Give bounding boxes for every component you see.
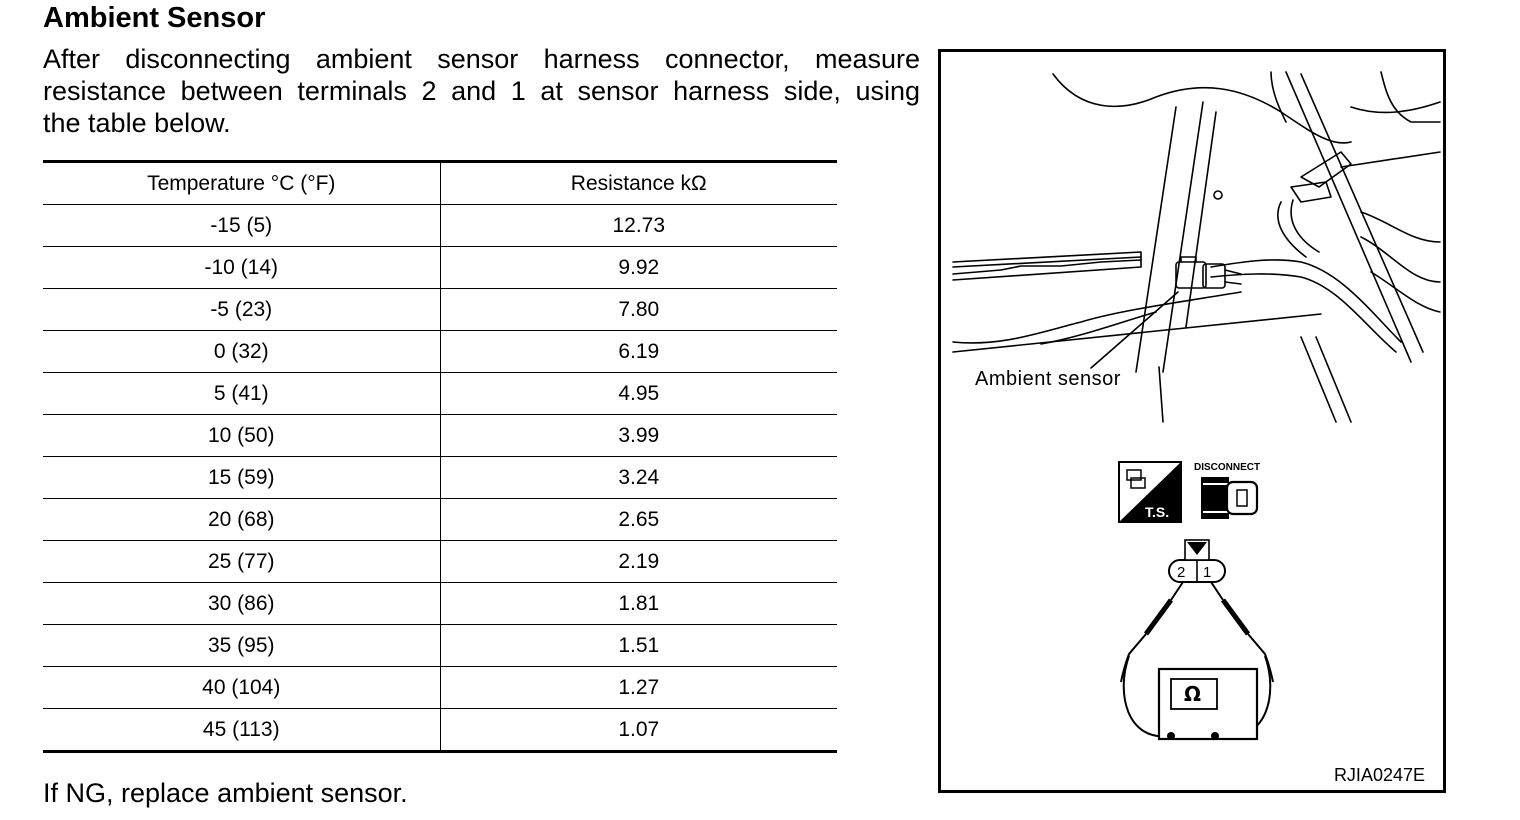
temperature-cell: -15 (5) (43, 205, 440, 247)
sensor-illustration (938, 49, 1446, 793)
temperature-cell: 35 (95) (43, 625, 440, 667)
resistance-cell: 3.99 (440, 415, 837, 457)
table-row (43, 205, 837, 247)
ohm-symbol: Ω (1184, 682, 1202, 706)
terminal-2-label: 2 (1177, 564, 1186, 581)
column-header-temperature: Temperature °C (°F) (43, 162, 440, 205)
table-header-row (43, 162, 837, 205)
figure-code: RJIA0247E (1333, 765, 1425, 785)
table-row (43, 499, 837, 541)
temperature-cell: 45 (113) (43, 709, 440, 752)
table-row (43, 247, 837, 289)
page-title: Ambient Sensor (43, 2, 266, 34)
resistance-cell: 1.81 (440, 583, 837, 625)
table-row (43, 415, 837, 457)
resistance-cell: 1.27 (440, 667, 837, 709)
table-row (43, 709, 837, 752)
ohmmeter-icon (1159, 669, 1257, 740)
vehicle-line-drawing (941, 52, 1443, 790)
ambient-sensor-callout: Ambient sensor (975, 368, 1121, 390)
tester-ts-icon (1119, 462, 1181, 522)
table-row (43, 289, 837, 331)
ts-label: T.S. (1145, 504, 1170, 520)
temperature-cell: 25 (77) (43, 541, 440, 583)
instruction-line: the table below. (43, 108, 231, 138)
resistance-table (43, 160, 837, 753)
temperature-cell: -5 (23) (43, 289, 440, 331)
resistance-cell: 3.24 (440, 457, 837, 499)
temperature-cell: 20 (68) (43, 499, 440, 541)
temperature-cell: 15 (59) (43, 457, 440, 499)
table-row (43, 667, 837, 709)
instruction-paragraph (43, 43, 920, 139)
table-row (43, 457, 837, 499)
harness-connector (1169, 540, 1225, 582)
resistance-cell: 9.92 (440, 247, 837, 289)
resistance-cell: 2.19 (440, 541, 837, 583)
resistance-cell: 2.65 (440, 499, 837, 541)
table-row (43, 625, 837, 667)
table-row (43, 331, 837, 373)
disconnect-connector-icon (1201, 477, 1257, 519)
table-row (43, 373, 837, 415)
footer-note: If NG, replace ambient sensor. (43, 778, 408, 808)
table-row (43, 541, 837, 583)
table-row (43, 583, 837, 625)
temperature-cell: 30 (86) (43, 583, 440, 625)
instruction-line: After disconnecting ambient sensor harness connector, measure (43, 44, 920, 74)
instruction-line: resistance between terminals 2 and 1 at sensor harness side, using (43, 76, 920, 106)
resistance-cell: 1.51 (440, 625, 837, 667)
temperature-cell: 40 (104) (43, 667, 440, 709)
temperature-cell: 0 (32) (43, 331, 440, 373)
column-header-resistance: Resistance kΩ (440, 162, 837, 205)
resistance-cell: 12.73 (440, 205, 837, 247)
resistance-cell: 4.95 (440, 373, 837, 415)
temperature-cell: -10 (14) (43, 247, 440, 289)
resistance-cell: 6.19 (440, 331, 837, 373)
disconnect-label: DISCONNECT (1194, 462, 1261, 473)
temperature-cell: 5 (41) (43, 373, 440, 415)
terminal-1-label: 1 (1203, 564, 1212, 581)
resistance-cell: 7.80 (440, 289, 837, 331)
resistance-cell: 1.07 (618, 717, 660, 741)
temperature-cell: 10 (50) (43, 415, 440, 457)
